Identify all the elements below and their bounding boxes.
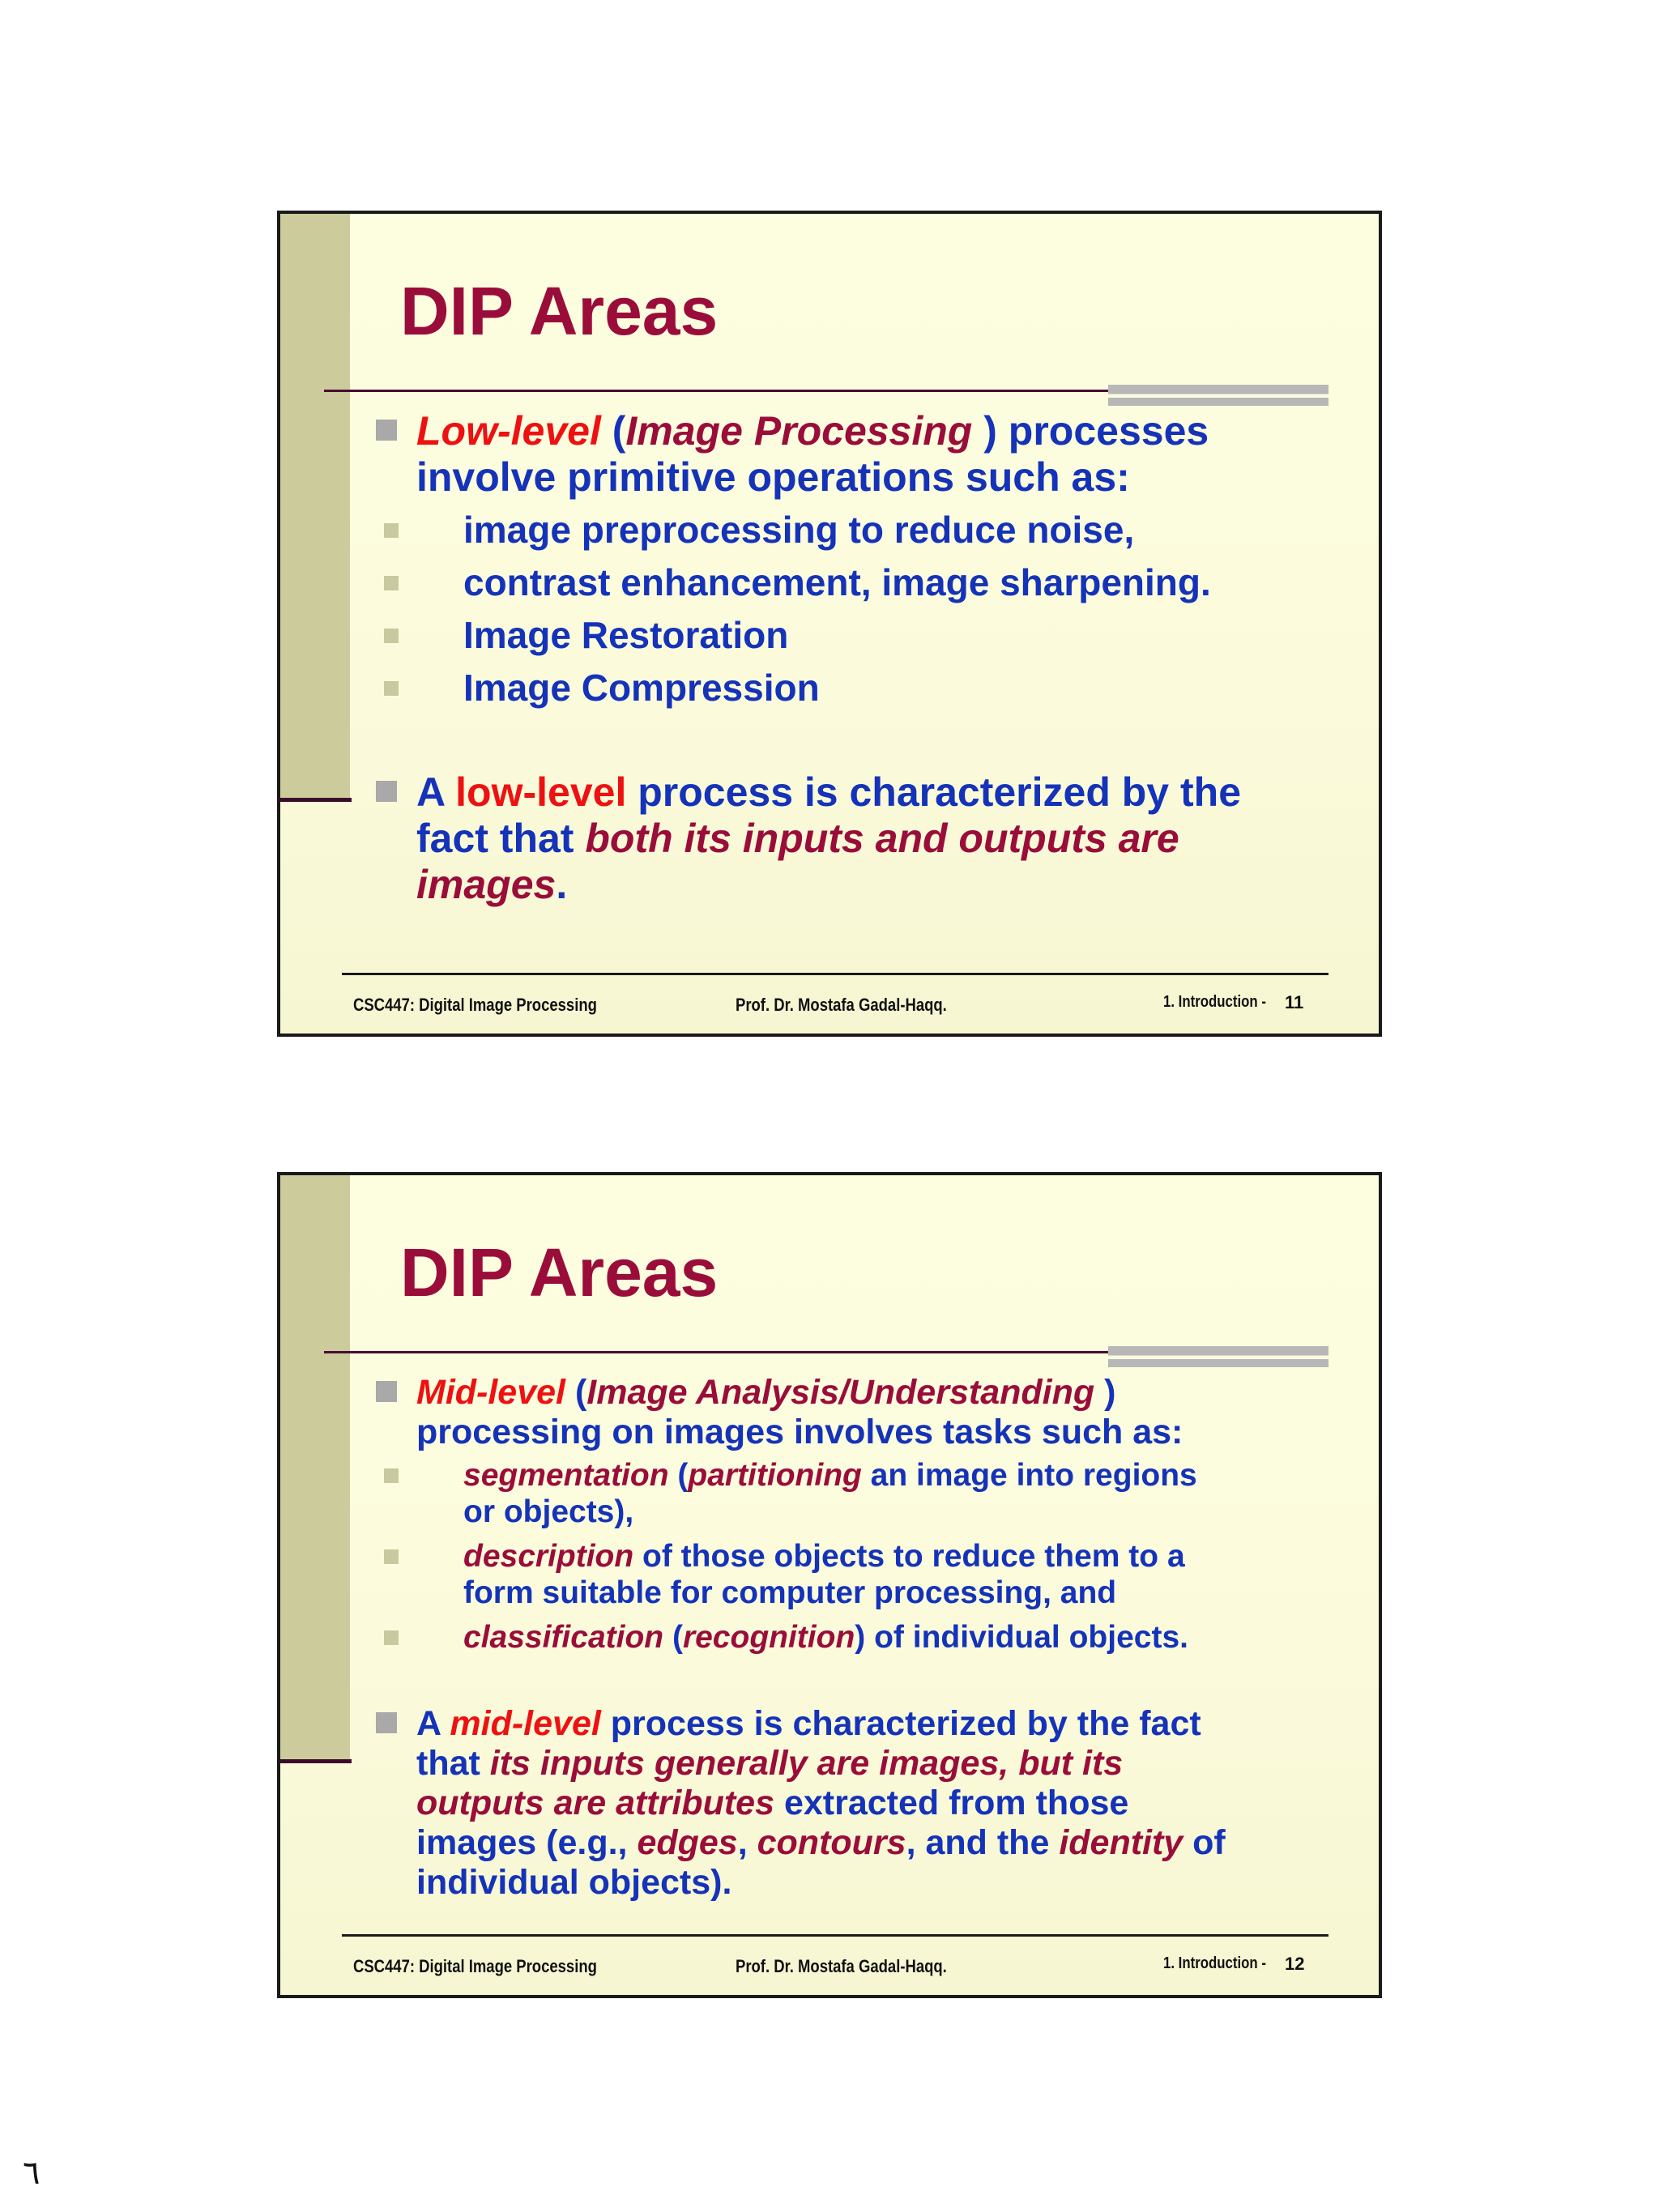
subitem-text: contrast enhancement, image sharpening. [463, 561, 1211, 603]
emphasis: partitioning [688, 1458, 862, 1493]
emphasis: images [416, 862, 557, 907]
page-number-mark: ٦ [23, 2154, 41, 2192]
slide-title: DIP Areas [400, 273, 719, 349]
term-mid-level: Mid-level [416, 1373, 565, 1412]
text: or objects), [463, 1494, 634, 1529]
footer-page-number: 12 [1285, 1954, 1305, 1974]
emphasis: both its inputs and outputs are [585, 816, 1179, 861]
text-fact: fact that [416, 816, 586, 861]
subitem-segmentation [416, 1457, 1330, 1530]
text-rest: process is characterized by the [626, 769, 1242, 815]
term-image-processing: Image Processing [625, 408, 973, 454]
footer-author: Prof. Dr. Mostafa Gadal-Haqq. [736, 995, 947, 1015]
emphasis: segmentation [463, 1458, 669, 1493]
paren-open: ( [600, 408, 626, 454]
term-low-level: Low-level [416, 408, 601, 454]
sidebar-tick [280, 1759, 352, 1763]
text: that [416, 1744, 490, 1783]
text: of those objects to reduce them to a [633, 1539, 1185, 1574]
footer-author: Prof. Dr. Mostafa Gadal-Haqq. [736, 1956, 947, 1976]
slide-body [416, 1373, 1330, 1903]
square-bullet-icon [384, 681, 399, 696]
sidebar-tick [280, 798, 352, 802]
square-bullet-icon [376, 1712, 397, 1733]
paren-close: ) processes [972, 408, 1209, 454]
slide-12 [277, 1172, 1382, 1998]
subitem [416, 556, 1330, 609]
emphasis: classification [463, 1620, 664, 1655]
term-low-level: low-level [455, 769, 627, 815]
text: individual objects). [416, 1863, 732, 1902]
subitem [416, 662, 1330, 714]
emphasis: identity [1059, 1823, 1183, 1862]
text: ) of individual objects. [855, 1620, 1188, 1655]
subitem-description [416, 1538, 1330, 1611]
square-bullet-icon [384, 1630, 399, 1645]
bullet-low-level [416, 408, 1330, 501]
title-accent [1108, 1346, 1328, 1367]
text: ( [668, 1458, 689, 1493]
subitem-text: Image Restoration [463, 614, 789, 656]
bullet-mid-level [416, 1373, 1330, 1452]
text: extracted from those [774, 1784, 1129, 1822]
emphasis: description [463, 1539, 634, 1574]
text-end: . [556, 862, 568, 907]
text: an image into regions [861, 1458, 1197, 1493]
slide-11 [277, 211, 1382, 1037]
footer-section: 1. Introduction - [1163, 1954, 1266, 1972]
emphasis: contours [757, 1823, 906, 1862]
term-mid-level: mid-level [450, 1704, 601, 1743]
square-bullet-icon [376, 420, 397, 441]
title-accent [1108, 385, 1328, 406]
bullet-characterization [416, 769, 1330, 908]
subitem-text: image preprocessing to reduce noise, [463, 509, 1135, 551]
emphasis: edges [637, 1823, 738, 1862]
text: process is characterized by the fact [600, 1704, 1201, 1743]
text: images (e.g., [416, 1823, 638, 1862]
square-bullet-icon [376, 781, 397, 802]
text: ( [663, 1620, 683, 1655]
text: A [416, 1704, 450, 1743]
subitem [416, 609, 1330, 662]
text-a: A [416, 769, 456, 815]
square-bullet-icon [384, 1549, 399, 1564]
text: of [1183, 1823, 1226, 1862]
paren-close: ) [1094, 1373, 1116, 1412]
footer-course: CSC447: Digital Image Processing [353, 995, 597, 1015]
sidebar-decoration [280, 214, 350, 801]
square-bullet-icon [376, 1381, 397, 1402]
text: , [737, 1823, 757, 1862]
term-image-analysis: Image Analysis/Understanding [586, 1373, 1095, 1412]
slide-title: DIP Areas [400, 1234, 719, 1311]
bullet-characterization [416, 1704, 1330, 1903]
text: , and the [906, 1823, 1060, 1862]
sidebar-decoration [280, 1175, 350, 1762]
footer-section: 1. Introduction - [1163, 993, 1266, 1011]
slide-body [416, 408, 1330, 908]
subitem-classification [416, 1619, 1330, 1656]
emphasis: outputs are attributes [416, 1784, 774, 1822]
square-bullet-icon [384, 523, 399, 538]
subitem-text: Image Compression [463, 667, 820, 709]
footer-course: CSC447: Digital Image Processing [353, 1956, 597, 1976]
footer-rule [342, 1934, 1328, 1937]
square-bullet-icon [384, 576, 399, 590]
footer-page-number: 11 [1285, 992, 1304, 1012]
square-bullet-icon [384, 629, 399, 643]
footer-rule [342, 973, 1328, 975]
bullet-line-2: processing on images involves tasks such as: [416, 1413, 1183, 1451]
emphasis: its inputs generally are images, but its [489, 1744, 1124, 1783]
bullet-line-2: involve primitive operations such as: [416, 454, 1130, 500]
emphasis: recognition [682, 1620, 855, 1655]
text: form suitable for computer processing, and [463, 1575, 1117, 1610]
paren-open: ( [565, 1373, 587, 1412]
subitem [416, 504, 1330, 556]
square-bullet-icon [384, 1468, 399, 1483]
